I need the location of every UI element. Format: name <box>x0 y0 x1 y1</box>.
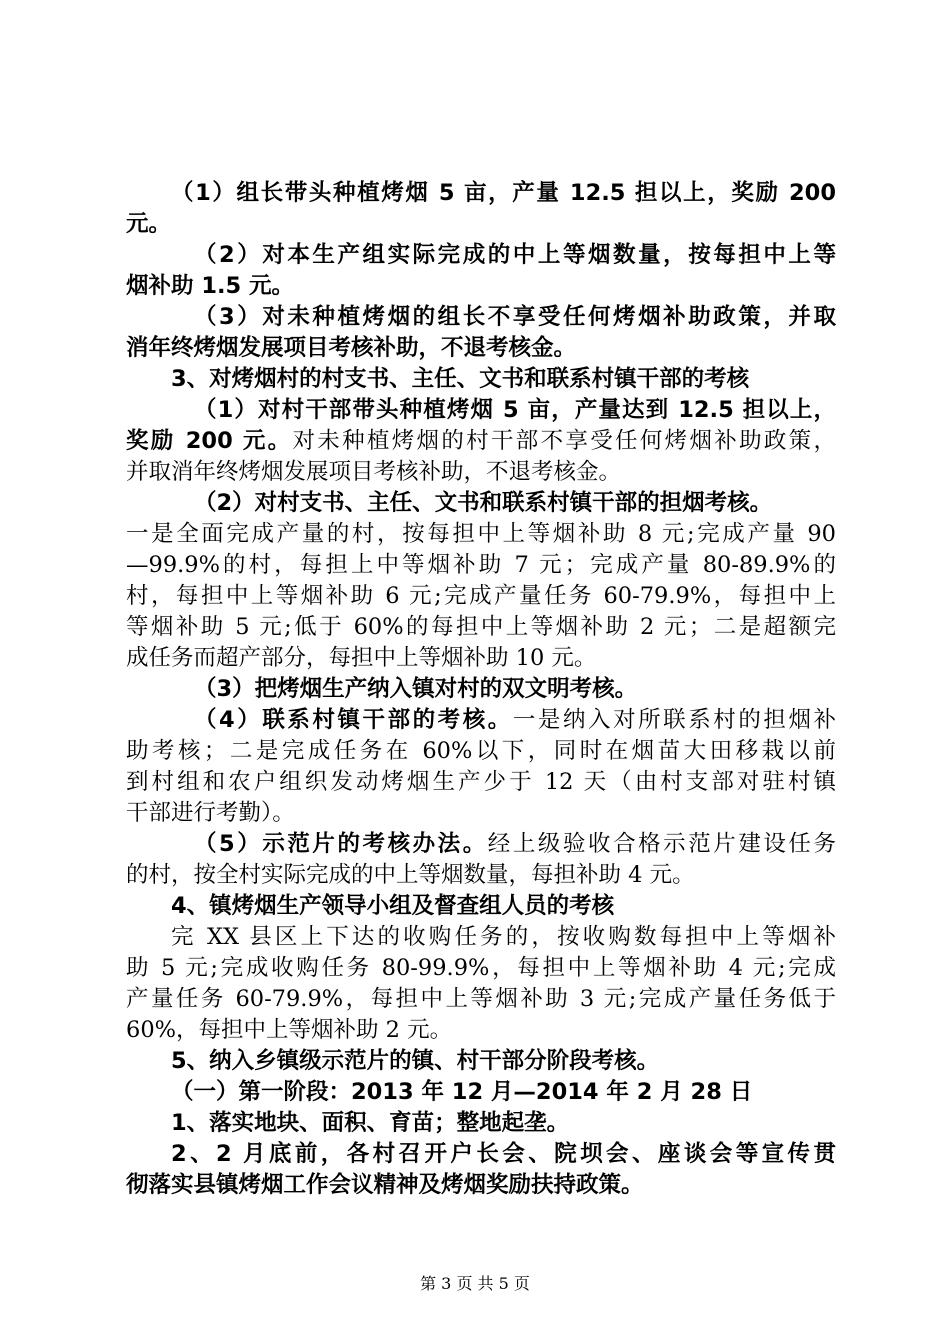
text-line: （1）组长带头种植烤烟 5 亩，产量 12.5 担以上，奖励 200 <box>171 180 836 206</box>
text-line: 助考核；二是完成任务在 60%以下，同时在烟苗大田移栽以前 <box>126 738 836 764</box>
text-line: （3）对未种植烤烟的组长不享受任何烤烟补助政策，并取 <box>194 304 836 330</box>
text-span: 一是纳入对所联系村的担烟补 <box>512 707 836 733</box>
text-line: 消年终烤烟发展项目考核补助，不退考核金。 <box>126 335 577 361</box>
section-heading: 4、镇烤烟生产领导小组及督查组人员的考核 <box>171 893 615 919</box>
text-line <box>126 426 836 457</box>
text-line: （1）对村干部带头种植烤烟 5 亩，产量达到 12.5 担以上， <box>194 397 836 423</box>
text-line: 2、2 月底前，各村召开户长会、院坝会、座谈会等宣传贯 <box>171 1141 836 1167</box>
text-line: （2）对村支书、主任、文书和联系村镇干部的担烟考核。 <box>194 490 773 516</box>
section-heading: 3、对烤烟村的村支书、主任、文书和联系村镇干部的考核 <box>171 366 750 392</box>
text-line: 元。 <box>126 211 172 237</box>
page-footer: 第 3 页 共 5 页 <box>420 1274 530 1293</box>
text-line: 60%，每担中上等烟补助 2 元。 <box>126 1017 453 1043</box>
text-line <box>126 705 836 736</box>
text-line: 一是全面完成产量的村，按每担中上等烟补助 8 元;完成产量 90 <box>126 521 836 547</box>
text-line: 烟补助 1.5 元。 <box>126 273 295 299</box>
text-span: （5）示范片的考核办法。 <box>194 831 488 857</box>
text-span: 奖励 200 元。 <box>126 428 293 454</box>
text-line: 村，每担中上等烟补助 6 元;完成产量任务 60-79.9%，每担中上 <box>126 583 836 609</box>
text-line: 的村，按全村实际完成的中上等烟数量，每担补助 4 元。 <box>126 862 695 888</box>
text-span: 对未种植烤烟的村干部不享受任何烤烟补助政策， <box>292 428 836 454</box>
text-line: （3）把烤烟生产纳入镇对村的双文明考核。 <box>194 676 638 702</box>
section-heading: 5、纳入乡镇级示范片的镇、村干部分阶段考核。 <box>171 1048 660 1074</box>
text-span: 经上级验收合格示范片建设任务 <box>487 831 836 857</box>
document-body <box>126 178 836 1201</box>
text-line: 并取消年终烤烟发展项目考核补助，不退考核金。 <box>126 459 622 485</box>
text-line: 完 XX 县区上下达的收购任务的，按收购数每担中上等烟补 <box>171 924 836 950</box>
text-line: （2）对本生产组实际完成的中上等烟数量，按每担中上等 <box>194 242 836 268</box>
text-line: 产量任务 60-79.9%，每担中上等烟补助 3 元;完成产量任务低于 <box>126 986 836 1012</box>
text-line: —99.9%的村，每担上中等烟补助 7 元；完成产量 80-89.9%的 <box>126 552 836 578</box>
text-line: 到村组和农户组织发动烤烟生产少于 12 天（由村支部对驻村镇 <box>126 769 836 795</box>
text-line: 助 5 元;完成收购任务 80-99.9%，每担中上等烟补助 4 元;完成 <box>126 955 836 981</box>
text-line: 彻落实县镇烤烟工作会议精神及烤烟奖励扶持政策。 <box>126 1172 644 1198</box>
section-heading: （一）第一阶段：2013 年 12 月—2014 年 2 月 28 日 <box>171 1079 753 1105</box>
text-line: 等烟补助 5 元;低于 60%的每担中上等烟补助 2 元；二是超额完 <box>126 614 836 640</box>
text-line <box>126 829 836 860</box>
text-line: 干部进行考勤）。 <box>126 800 295 826</box>
text-line: 成任务而超产部分，每担中上等烟补助 10 元。 <box>126 645 597 671</box>
text-span: （4）联系村镇干部的考核。 <box>194 707 513 733</box>
text-line: 1、落实地块、面积、育苗；整地起垄。 <box>171 1110 570 1136</box>
